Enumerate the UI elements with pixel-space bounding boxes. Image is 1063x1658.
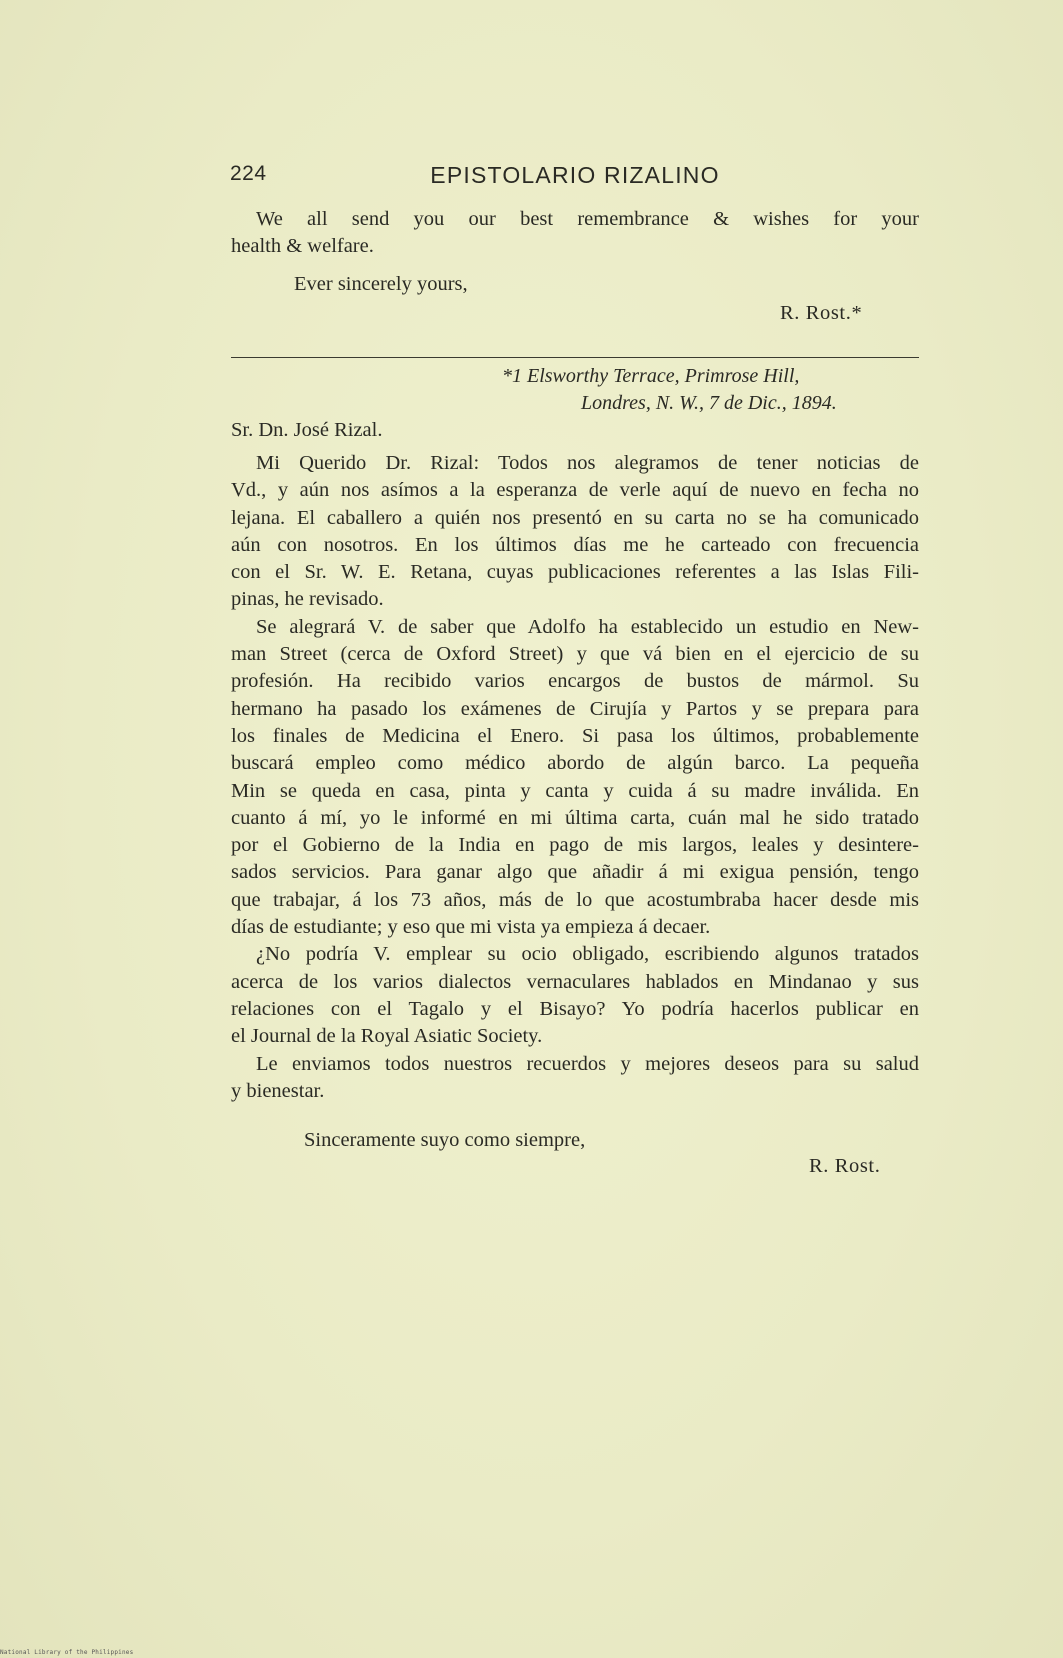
spanish-line: cuanto á mí, yo le informé en mi última carta, cuán mal he sido tratado	[231, 806, 919, 829]
spanish-line: días de estudiante; y eso que mi vista ya empieza á decaer.	[231, 916, 711, 939]
spanish-line: que trabajar, á los 73 años, más de lo que acostumbraba hacer desde mis	[231, 888, 919, 911]
english-closing: Ever sincerely yours,	[294, 273, 468, 295]
spanish-line: y bienestar.	[231, 1079, 325, 1102]
spanish-line: Min se queda en casa, pinta y canta y cuida á su madre inválida. En	[231, 779, 919, 802]
english-letter	[231, 206, 919, 261]
spanish-line: el Journal de la Royal Asiatic Society.	[231, 1025, 543, 1048]
spanish-line: sados servicios. Para ganar algo que añadir á mi exigua pensión, tengo	[231, 861, 919, 884]
english-line: We all send you our best remembrance & wishes for your	[256, 208, 919, 230]
page-header	[230, 162, 920, 196]
library-footer-note: National Library of the Philippines	[0, 1649, 134, 1656]
spanish-line: lejana. El caballero a quién nos presentó en su carta no se ha comunicado	[231, 506, 919, 529]
spanish-line: man Street (cerca de Oxford Street) y que vá bien en el ejercicio de su	[231, 643, 919, 666]
spanish-line: Vd., y aún nos asímos a la esperanza de verle aquí de nuevo en fecha no	[231, 479, 919, 502]
english-line: health & welfare.	[231, 235, 374, 258]
spanish-line: Mi Querido Dr. Rizal: Todos nos alegramos de tener noticias de	[256, 452, 919, 474]
footnote-address-line-1: *1 Elsworthy Terrace, Primrose Hill,	[502, 365, 800, 387]
spanish-line: Le enviamos todos nuestros recuerdos y mejores deseos para su salud	[256, 1052, 919, 1075]
spanish-line: pinas, he revisado.	[231, 588, 384, 611]
spanish-letter	[231, 450, 919, 1105]
spanish-line: buscará empleo como médico abordo de algún barco. La pequeña	[231, 752, 919, 775]
spanish-line: hermano ha pasado los exámenes de Cirujía y Partos y se prepara para	[231, 697, 919, 720]
recipient-line: Sr. Dn. José Rizal.	[231, 419, 383, 441]
spanish-line: ¿No podría V. emplear su ocio obligado, escribiendo algunos tratados	[256, 943, 919, 966]
spanish-closing: Sinceramente suyo como siempre,	[304, 1129, 586, 1151]
english-signature: R. Rost.*	[780, 302, 863, 324]
page-number: 224	[230, 162, 267, 185]
spanish-line: por el Gobierno de la India en pago de mis largos, leales y desintere-	[231, 834, 919, 857]
running-title: EPISTOLARIO RIZALINO	[430, 162, 720, 188]
spanish-line: con el Sr. W. E. Retana, cuyas publicaciones referentes a las Islas Fili-	[231, 561, 919, 584]
footnote-address-line-2: Londres, N. W., 7 de Dic., 1894.	[581, 392, 837, 414]
spanish-line: relaciones con el Tagalo y el Bisayo? Yo podría hacerlos publicar en	[231, 997, 919, 1020]
spanish-line: los finales de Medicina el Enero. Si pasa los últimos, probablemente	[231, 724, 919, 747]
spanish-signature: R. Rost.	[809, 1155, 881, 1177]
spanish-line: aún con nosotros. En los últimos días me he carteado con frecuencia	[231, 533, 919, 556]
separator-rule	[231, 357, 919, 358]
spanish-line: profesión. Ha recibido varios encargos de bustos de mármol. Su	[231, 670, 919, 693]
spanish-line: acerca de los varios dialectos vernaculares hablados en Mindanao y sus	[231, 970, 919, 993]
spanish-line: Se alegrará V. de saber que Adolfo ha establecido un estudio en New-	[256, 615, 919, 638]
